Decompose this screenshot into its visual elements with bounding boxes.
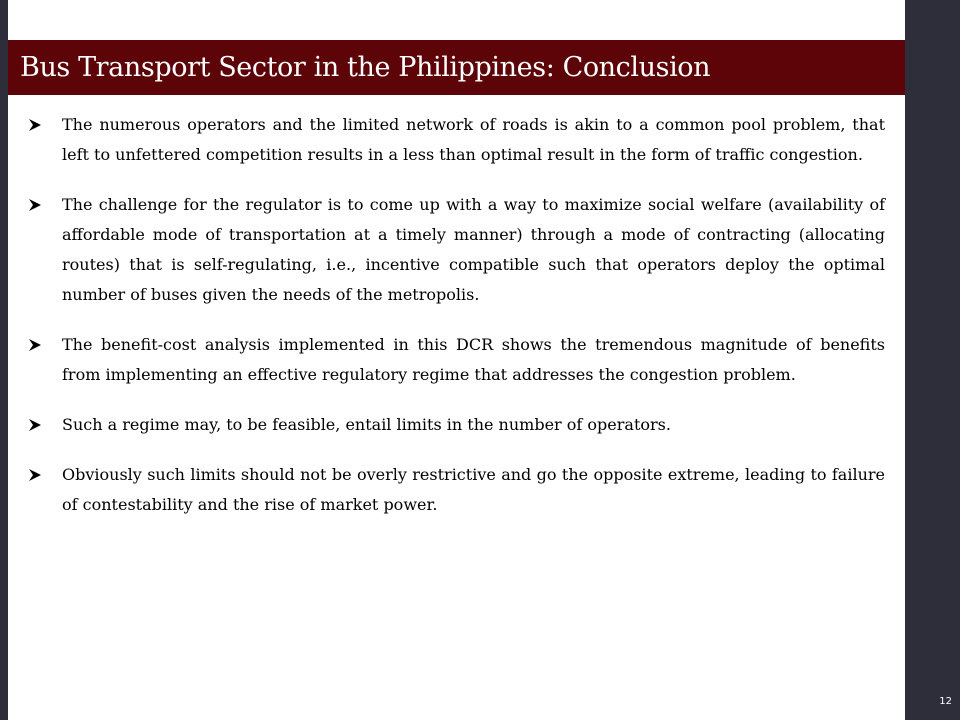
bullet-text: Such a regime may, to be feasible, entail limits in the number of operators. xyxy=(62,415,671,434)
arrowhead-bullet-icon xyxy=(22,410,62,440)
arrowhead-bullet-icon xyxy=(22,460,62,490)
bullet-item xyxy=(22,190,885,310)
bullet-text: Obviously such limits should not be overly restrictive and go the opposite extreme, leading to failure of contestability and the rise of market power. xyxy=(62,465,885,514)
bullet-item xyxy=(22,110,885,170)
bullet-item xyxy=(22,460,885,520)
arrowhead-bullet-icon xyxy=(22,110,62,140)
slide-title: Bus Transport Sector in the Philippines: Conclusion xyxy=(20,52,711,83)
bullet-text: The benefit-cost analysis implemented in this DCR shows the tremendous magnitude of benefits from implementing an effective regulatory regime that addresses the congestion problem. xyxy=(62,335,885,384)
right-frame-strip xyxy=(905,0,960,720)
bullet-text: The numerous operators and the limited network of roads is akin to a common pool problem, that left to unfettered competition results in a less than optimal result in the form of traffic congestion. xyxy=(62,115,885,164)
bullet-item xyxy=(22,410,885,440)
title-bar xyxy=(8,40,905,95)
arrowhead-bullet-icon xyxy=(22,330,62,360)
bullet-list xyxy=(22,110,885,540)
bullet-text: The challenge for the regulator is to come up with a way to maximize social welfare (availability of affordable mode of transportation at a timely manner) through a mode of contracting (allocating routes) that is self-regulating, i.e., incentive compatible such that operators deploy the optimal number of buses given the needs of the metropolis. xyxy=(62,195,885,304)
left-frame-strip xyxy=(0,0,8,720)
bullet-item xyxy=(22,330,885,390)
page-number: 12 xyxy=(939,696,952,707)
arrowhead-bullet-icon xyxy=(22,190,62,220)
